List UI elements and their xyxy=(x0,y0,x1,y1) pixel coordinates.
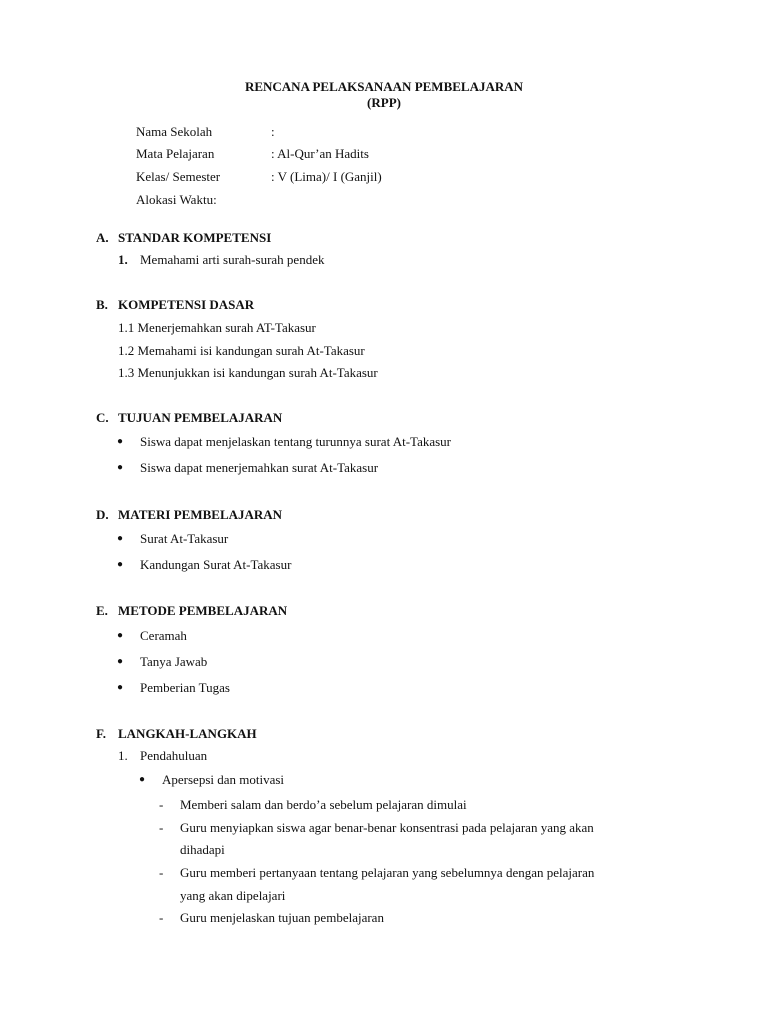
bullet-icon: ● xyxy=(117,630,124,641)
bullet-icon: ● xyxy=(117,533,124,544)
dash-item: Guru memberi pertanyaan tentang pelajaran yang sebelumnya dengan pelajaran xyxy=(180,865,595,880)
section-a-heading: STANDAR KOMPETENSI xyxy=(118,230,272,245)
bullet-icon: ● xyxy=(117,436,124,447)
info-label-mata-pelajaran: Mata Pelajaran xyxy=(136,146,215,161)
dash-icon: - xyxy=(159,910,164,925)
bullet-icon: ● xyxy=(117,462,124,473)
section-e-letter: E. xyxy=(96,603,108,618)
section-f-heading: LANGKAH-LANGKAH xyxy=(118,726,257,741)
bullet-icon: ● xyxy=(139,774,146,785)
section-e-item: Pemberian Tugas xyxy=(140,680,230,695)
section-b-heading: KOMPETENSI DASAR xyxy=(118,297,255,312)
section-c-heading: TUJUAN PEMBELAJARAN xyxy=(118,410,283,425)
bullet-icon: ● xyxy=(117,656,124,667)
info-label-kelas-semester: Kelas/ Semester xyxy=(136,169,221,184)
section-a-item-text: Memahami arti surah-surah pendek xyxy=(140,252,325,267)
section-d-item: Kandungan Surat At-Takasur xyxy=(140,557,292,572)
dash-item: Guru menjelaskan tujuan pembelajaran xyxy=(180,910,384,925)
document-title: RENCANA PELAKSANAAN PEMBELAJARAN xyxy=(244,79,524,94)
section-c-item: Siswa dapat menerjemahkan surat At-Takasur xyxy=(140,460,379,475)
section-c-item: Siswa dapat menjelaskan tentang turunnya surat At-Takasur xyxy=(140,434,452,449)
info-label-alokasi-waktu: Alokasi Waktu: xyxy=(136,192,217,207)
dash-icon: - xyxy=(159,797,164,812)
info-value-kelas-semester: : V (Lima)/ I (Ganjil) xyxy=(271,169,382,184)
step-text: Pendahuluan xyxy=(140,748,208,763)
section-d-heading: MATERI PEMBELAJARAN xyxy=(118,507,283,522)
section-e-heading: METODE PEMBELAJARAN xyxy=(118,603,288,618)
info-value-mata-pelajaran: : Al-Qur’an Hadits xyxy=(271,146,369,161)
bullet-icon: ● xyxy=(117,559,124,570)
section-b-letter: B. xyxy=(96,297,108,312)
dash-icon: - xyxy=(159,820,164,835)
dash-item: Guru menyiapkan siswa agar benar-benar konsentrasi pada pelajaran yang akan xyxy=(180,820,594,835)
info-label-nama-sekolah: Nama Sekolah xyxy=(136,124,213,139)
section-e-item: Tanya Jawab xyxy=(140,654,208,669)
bullet-icon: ● xyxy=(117,682,124,693)
section-b-item: 1.3 Menunjukkan isi kandungan surah At-Takasur xyxy=(118,365,378,380)
step-number: 1. xyxy=(118,748,128,763)
section-d-letter: D. xyxy=(96,507,109,522)
dash-item-continuation: yang akan dipelajari xyxy=(180,888,286,903)
dash-item: Memberi salam dan berdo’a sebelum pelajaran dimulai xyxy=(180,797,467,812)
section-f-letter: F. xyxy=(96,726,106,741)
section-a-item-number: 1. xyxy=(118,252,128,267)
sub-item: Apersepsi dan motivasi xyxy=(162,772,285,787)
section-c-letter: C. xyxy=(96,410,109,425)
dash-icon: - xyxy=(159,865,164,880)
section-b-item: 1.2 Memahami isi kandungan surah At-Takasur xyxy=(118,343,365,358)
dash-item-continuation: dihadapi xyxy=(180,842,225,857)
info-value-nama-sekolah: : xyxy=(271,124,275,139)
section-d-item: Surat At-Takasur xyxy=(140,531,229,546)
section-a-letter: A. xyxy=(96,230,109,245)
section-b-item: 1.1 Menerjemahkan surah AT-Takasur xyxy=(118,320,316,335)
section-e-item: Ceramah xyxy=(140,628,187,643)
document-subtitle: (RPP) xyxy=(367,95,401,110)
